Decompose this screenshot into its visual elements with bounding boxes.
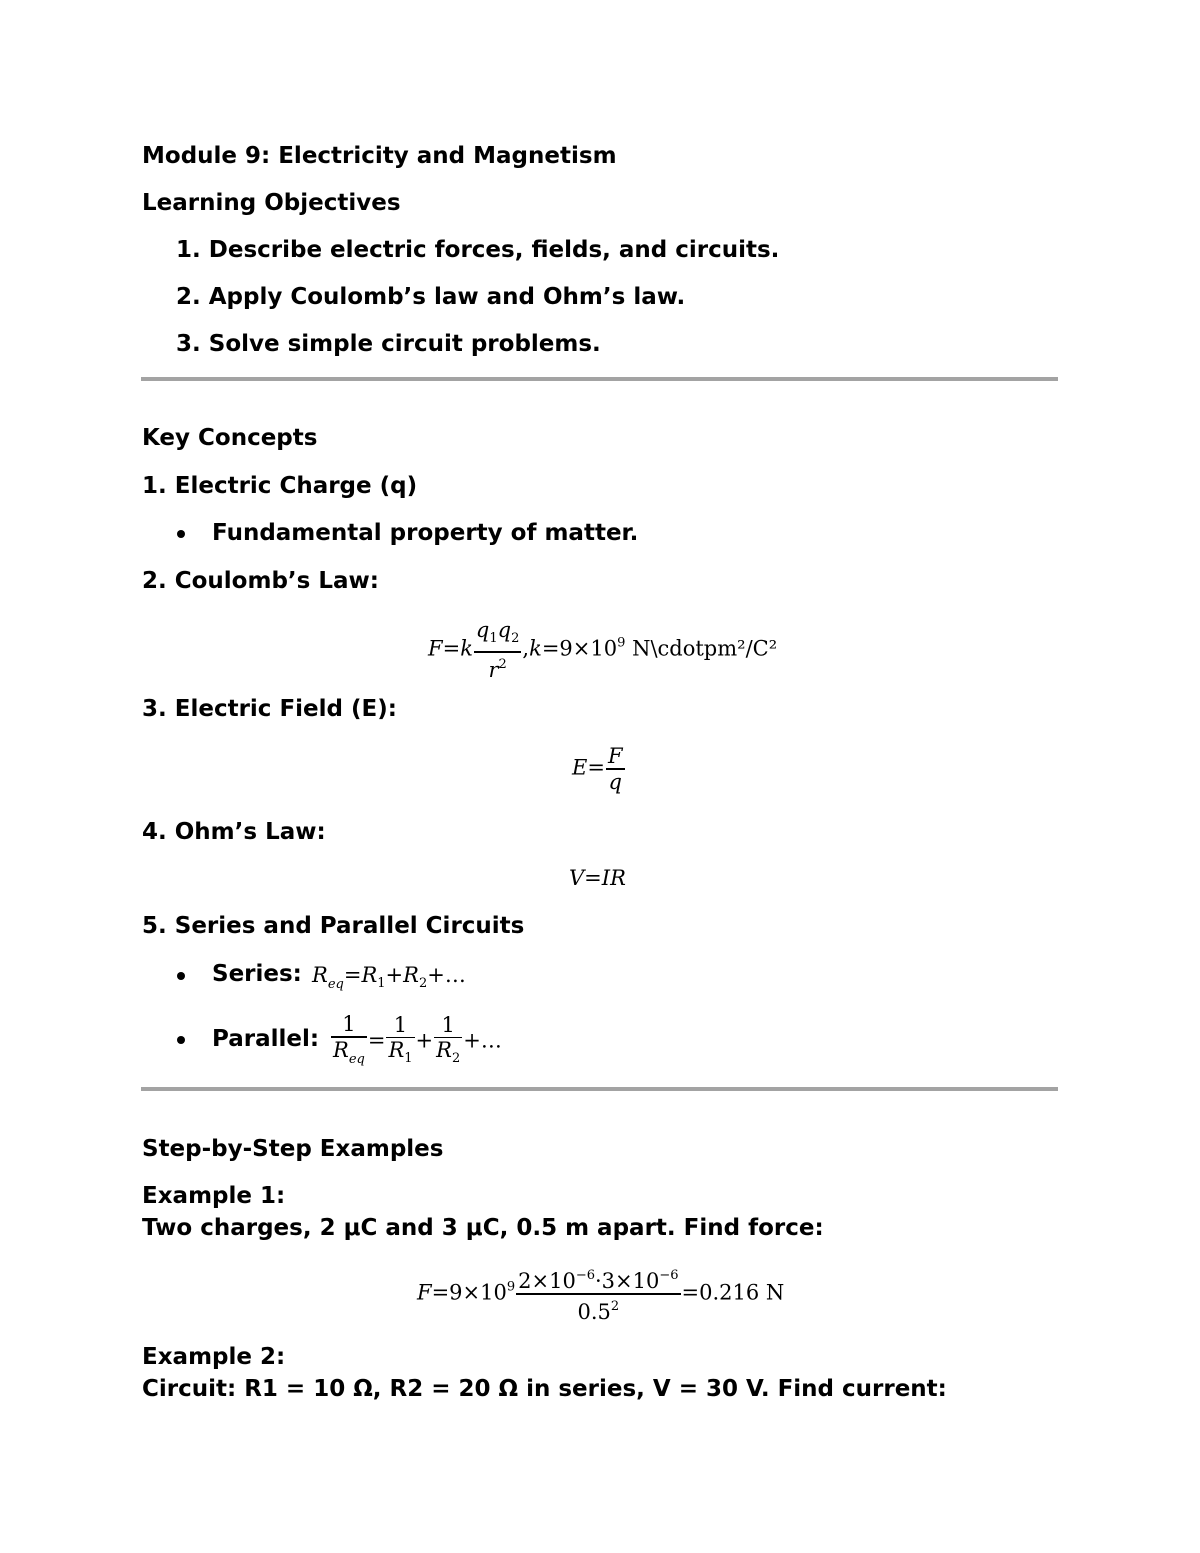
concept-1-bullet: Fundamental property of matter. <box>212 520 639 546</box>
objective-item-2: 2. Apply Coulomb’s law and Ohm’s law. <box>176 284 686 310</box>
section-divider <box>141 377 1058 381</box>
ohms-law-formula: V=IR <box>569 866 626 890</box>
objective-item-1: 1. Describe electric forces, fields, and circuits. <box>176 237 780 263</box>
field-fraction: $\frac{F}{q}$ <box>607 744 623 794</box>
concept-4-title: 4. Ohm’s Law: <box>142 819 326 845</box>
coulomb-fraction: $\frac{q_1q_2}{r^2}$ <box>475 618 520 682</box>
module-title: Module 9: Electricity and Magnetism <box>142 143 617 169</box>
example-1-title: Example 1: <box>142 1183 286 1209</box>
example-2-text: Circuit: R1 = 10 Ω, R2 = 20 Ω in series, V = 30 V. Find current: <box>142 1376 947 1402</box>
key-concepts-heading: Key Concepts <box>142 425 318 451</box>
parallel-formula: $\frac{1}{R_{eq}}$ = $\frac{1}{R_1}$ + $\frac{1}{R_2}$ +… <box>333 1012 502 1067</box>
parallel-label: Parallel: <box>212 1026 320 1052</box>
series-formula: $R_{eq}=R_1+R_2+\dots$ <box>312 963 466 992</box>
section-divider <box>141 1087 1058 1091</box>
coulomb-formula: F=k $\frac{q_1q_2}{r^2}$ $,k=9\times 10^9$ N\cdotpm²/C² <box>428 618 778 682</box>
bullet-icon <box>177 530 185 538</box>
objectives-heading: Learning Objectives <box>142 190 401 216</box>
field-formula: E= $\frac{F}{q}$ <box>572 744 623 794</box>
series-label: Series: <box>212 961 302 987</box>
objective-item-3: 3. Solve simple circuit problems. <box>176 331 601 357</box>
coulomb-units: N\cdotpm²/C² <box>632 636 778 661</box>
concept-3-title: 3. Electric Field (E): <box>142 696 397 722</box>
concept-5-title: 5. Series and Parallel Circuits <box>142 913 525 939</box>
example-1-result: 0.216 N <box>699 1280 785 1305</box>
example-1-text: Two charges, 2 μC and 3 μC, 0.5 m apart. Find force: <box>142 1215 824 1241</box>
concept-1-title: 1. Electric Charge (q) <box>142 473 418 499</box>
example-1-formula: $F=9\times 10^9$ $\frac{2\times 10^{-6}\cdot 3\times 10^{-6}}{0.5^2}$ =0.216 N <box>417 1268 785 1324</box>
concept-2-title: 2. Coulomb’s Law: <box>142 568 379 594</box>
bullet-icon <box>177 972 185 980</box>
example-2-title: Example 2: <box>142 1344 286 1370</box>
examples-heading: Step-by-Step Examples <box>142 1136 444 1162</box>
bullet-icon <box>177 1036 185 1044</box>
